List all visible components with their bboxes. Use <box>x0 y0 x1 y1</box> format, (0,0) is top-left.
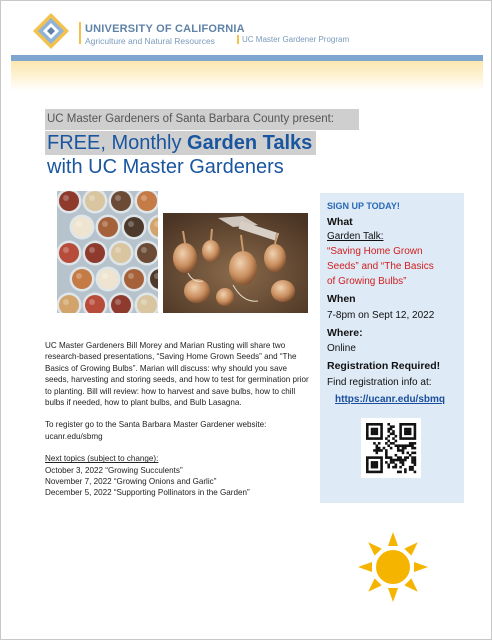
when-value: 7-8pm on Sept 12, 2022 <box>327 310 435 321</box>
headline-title <box>45 131 316 155</box>
topic-item: October 3, 2022 “Growing Succulents” <box>45 465 183 475</box>
find-info: Find registration info at: <box>327 377 432 388</box>
program-name: UC Master Gardener Program <box>242 35 350 44</box>
headline-bold: Garden Talks <box>187 132 313 154</box>
event-type: Garden Talk: <box>327 231 384 242</box>
next-topics-heading: Next topics (subject to change): <box>45 454 159 464</box>
where-value: Online <box>327 343 356 354</box>
description <box>45 340 313 499</box>
registration-link[interactable]: https://ucanr.edu/sbmq <box>335 394 446 405</box>
talk-title-line: of Growing Bulbs” <box>327 276 407 287</box>
when-label: When <box>327 293 356 305</box>
sun-icon <box>357 531 429 603</box>
what-label: What <box>327 216 353 228</box>
next-topics <box>45 453 313 499</box>
where-label: Where: <box>327 327 363 339</box>
headline-subtitle: with UC Master Gardeners <box>47 156 284 178</box>
description-paragraph: UC Master Gardeners Bill Morey and Marian Rusting will share two research-based presentations, “Saving Home Grown Seeds” and “The Basics of Growing Bulbs”. Marian will discuss: why should you save seeds, harvesting and storing seeds, and how to test for germination prior to planting. Bill will review: how to harvest and save bulbs, how to chill bulbs if needed, how to plant bulbs, and Bulb Lasagna. <box>45 341 309 408</box>
uc-anr-logo-icon <box>31 11 71 51</box>
talk-title-line: Seeds” and “The Basics <box>327 261 434 272</box>
bulbs-photo <box>163 213 308 313</box>
presenter-line: UC Master Gardeners of Santa Barbara County present: <box>45 109 359 130</box>
program-divider <box>237 35 239 44</box>
header-band-gold <box>11 61 483 91</box>
topic-item: November 7, 2022 “Growing Onions and Garlic” <box>45 477 217 487</box>
register-paragraph: To register go to the Santa Barbara Master Gardener website: ucanr.edu/sbmg <box>45 420 267 441</box>
seeds-photo <box>57 191 158 313</box>
topic-item: December 5, 2022 “Supporting Pollinators in the Garden” <box>45 488 250 498</box>
talk-title-line: “Saving Home Grown <box>327 246 423 257</box>
registration-required: Registration Required! <box>327 360 441 372</box>
org-division: Agriculture and Natural Resources <box>85 36 215 46</box>
header-divider <box>79 22 81 44</box>
qr-code-icon[interactable] <box>361 418 421 478</box>
signup-title: SIGN UP TODAY! <box>327 201 400 211</box>
org-name: UNIVERSITY OF CALIFORNIA <box>85 23 245 35</box>
headline-prefix: FREE, Monthly <box>47 132 188 154</box>
